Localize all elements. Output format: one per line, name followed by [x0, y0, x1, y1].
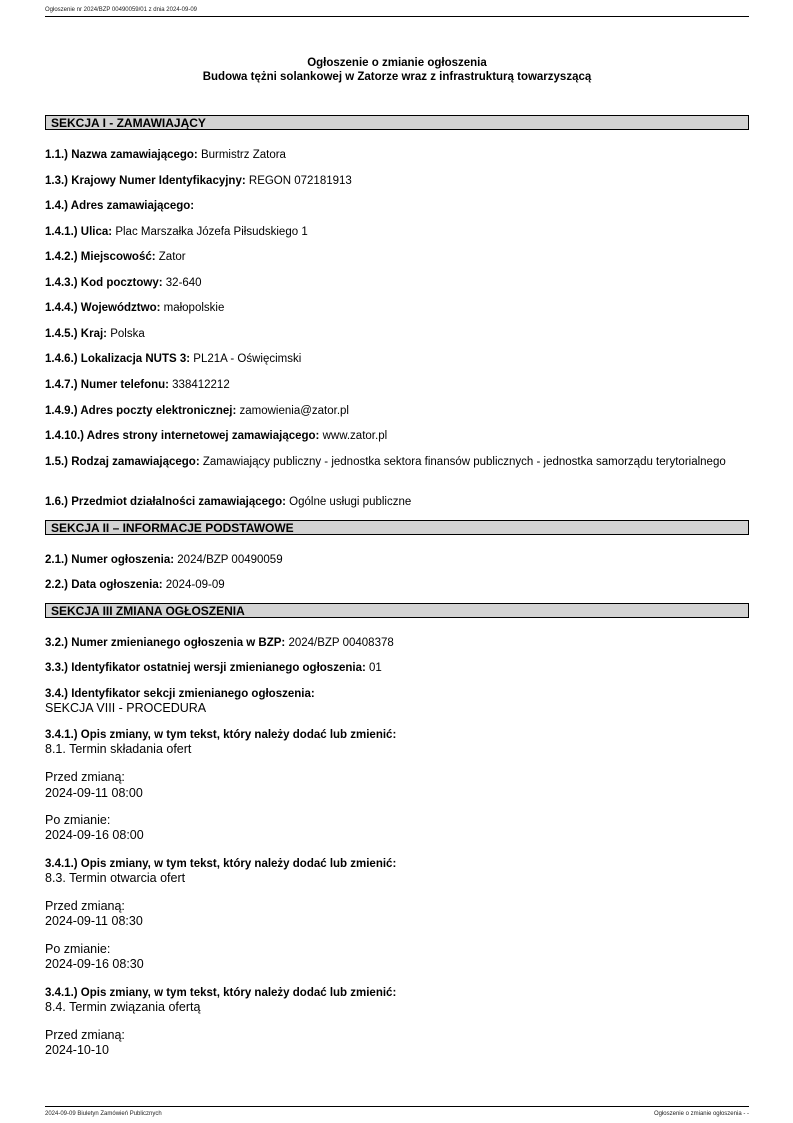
title-line-1: Ogłoszenie o zmianie ogłoszenia	[307, 57, 487, 69]
title-line-2: Budowa tężni solankowej w Zatorze wraz z infrastrukturą towarzyszącą	[202, 71, 592, 83]
field-1-6: 1.6.) Przedmiot działalności zamawiającego: Ogólne usługi publiczne	[45, 496, 412, 508]
change-1-after-value: 2024-09-16 08:00	[45, 828, 144, 842]
field-3-4-label: 3.4.) Identyfikator sekcji zmienianego ogłoszenia:	[45, 688, 315, 700]
change-2-topic: 8.3. Termin otwarcia ofert	[45, 871, 186, 885]
field-1-4-9: 1.4.9.) Adres poczty elektronicznej: zamowienia@zator.pl	[45, 405, 349, 417]
change-3-before-value: 2024-10-10	[45, 1043, 109, 1057]
footer-left: 2024-09-09 Biuletyn Zamówień Publicznych	[45, 1111, 162, 1117]
section-1-heading: SEKCJA I - ZAMAWIAJĄCY	[45, 115, 749, 130]
section-3-heading: SEKCJA III ZMIANA OGŁOSZENIA	[45, 603, 749, 618]
change-1-label: 3.4.1.) Opis zmiany, w tym tekst, który należy dodać lub zmienić:	[45, 729, 397, 741]
field-1-3: 1.3.) Krajowy Numer Identyfikacyjny: REGON 072181913	[45, 175, 352, 187]
field-1-4-1: 1.4.1.) Ulica: Plac Marszałka Józefa Piłsudskiego 1	[45, 226, 308, 238]
document-title	[45, 56, 749, 84]
footer-right: Ogłoszenie o zmianie ogłoszenia - -	[653, 1111, 749, 1117]
change-3-before-label: Przed zmianą:	[45, 1028, 125, 1042]
field-1-4-4: 1.4.4.) Województwo: małopolskie	[45, 302, 225, 314]
field-1-4-3: 1.4.3.) Kod pocztowy: 32-640	[45, 277, 202, 289]
change-2-label: 3.4.1.) Opis zmiany, w tym tekst, który należy dodać lub zmienić:	[45, 858, 397, 870]
change-1-after-label: Po zmianie:	[45, 813, 111, 827]
section-2-heading: SEKCJA II – INFORMACJE PODSTAWOWE	[45, 520, 749, 535]
page-footer	[45, 1106, 749, 1118]
field-3-4-value: SEKCJA VIII - PROCEDURA	[45, 701, 207, 715]
change-2-after-value: 2024-09-16 08:30	[45, 957, 144, 971]
field-2-1: 2.1.) Numer ogłoszenia: 2024/BZP 00490059	[45, 554, 283, 566]
change-1-before-label: Przed zmianą:	[45, 770, 125, 784]
change-2-before-label: Przed zmianą:	[45, 899, 125, 913]
change-3-label: 3.4.1.) Opis zmiany, w tym tekst, który należy dodać lub zmienić:	[45, 987, 397, 999]
field-1-4-5: 1.4.5.) Kraj: Polska	[45, 328, 145, 340]
change-3-topic: 8.4. Termin związania ofertą	[45, 1000, 201, 1014]
field-1-1: 1.1.) Nazwa zamawiającego: Burmistrz Zatora	[45, 149, 286, 161]
field-3-3: 3.3.) Identyfikator ostatniej wersji zmienianego ogłoszenia: 01	[45, 662, 382, 674]
field-1-4-10: 1.4.10.) Adres strony internetowej zamawiającego: www.zator.pl	[45, 430, 388, 442]
change-1-topic: 8.1. Termin składania ofert	[45, 742, 192, 756]
field-3-2: 3.2.) Numer zmienianego ogłoszenia w BZP: 2024/BZP 00408378	[45, 637, 394, 649]
change-2-before-value: 2024-09-11 08:30	[45, 914, 143, 928]
field-1-4-7: 1.4.7.) Numer telefonu: 338412212	[45, 379, 230, 391]
change-2-after-label: Po zmianie:	[45, 942, 111, 956]
field-1-4-2: 1.4.2.) Miejscowość: Zator	[45, 251, 186, 263]
field-1-4-6: 1.4.6.) Lokalizacja NUTS 3: PL21A - Oświęcimski	[45, 353, 302, 365]
field-1-4: 1.4.) Adres zamawiającego:	[45, 200, 195, 212]
field-2-2: 2.2.) Data ogłoszenia: 2024-09-09	[45, 579, 225, 591]
field-1-5: 1.5.) Rodzaj zamawiającego: Zamawiający publiczny - jednostka sektora finansów publicznych - jednostka samorządu terytorialnego	[45, 456, 726, 468]
page-header: Ogłoszenie nr 2024/BZP 00490059/01 z dnia 2024-09-09	[45, 6, 749, 17]
change-1-before-value: 2024-09-11 08:00	[45, 786, 143, 800]
